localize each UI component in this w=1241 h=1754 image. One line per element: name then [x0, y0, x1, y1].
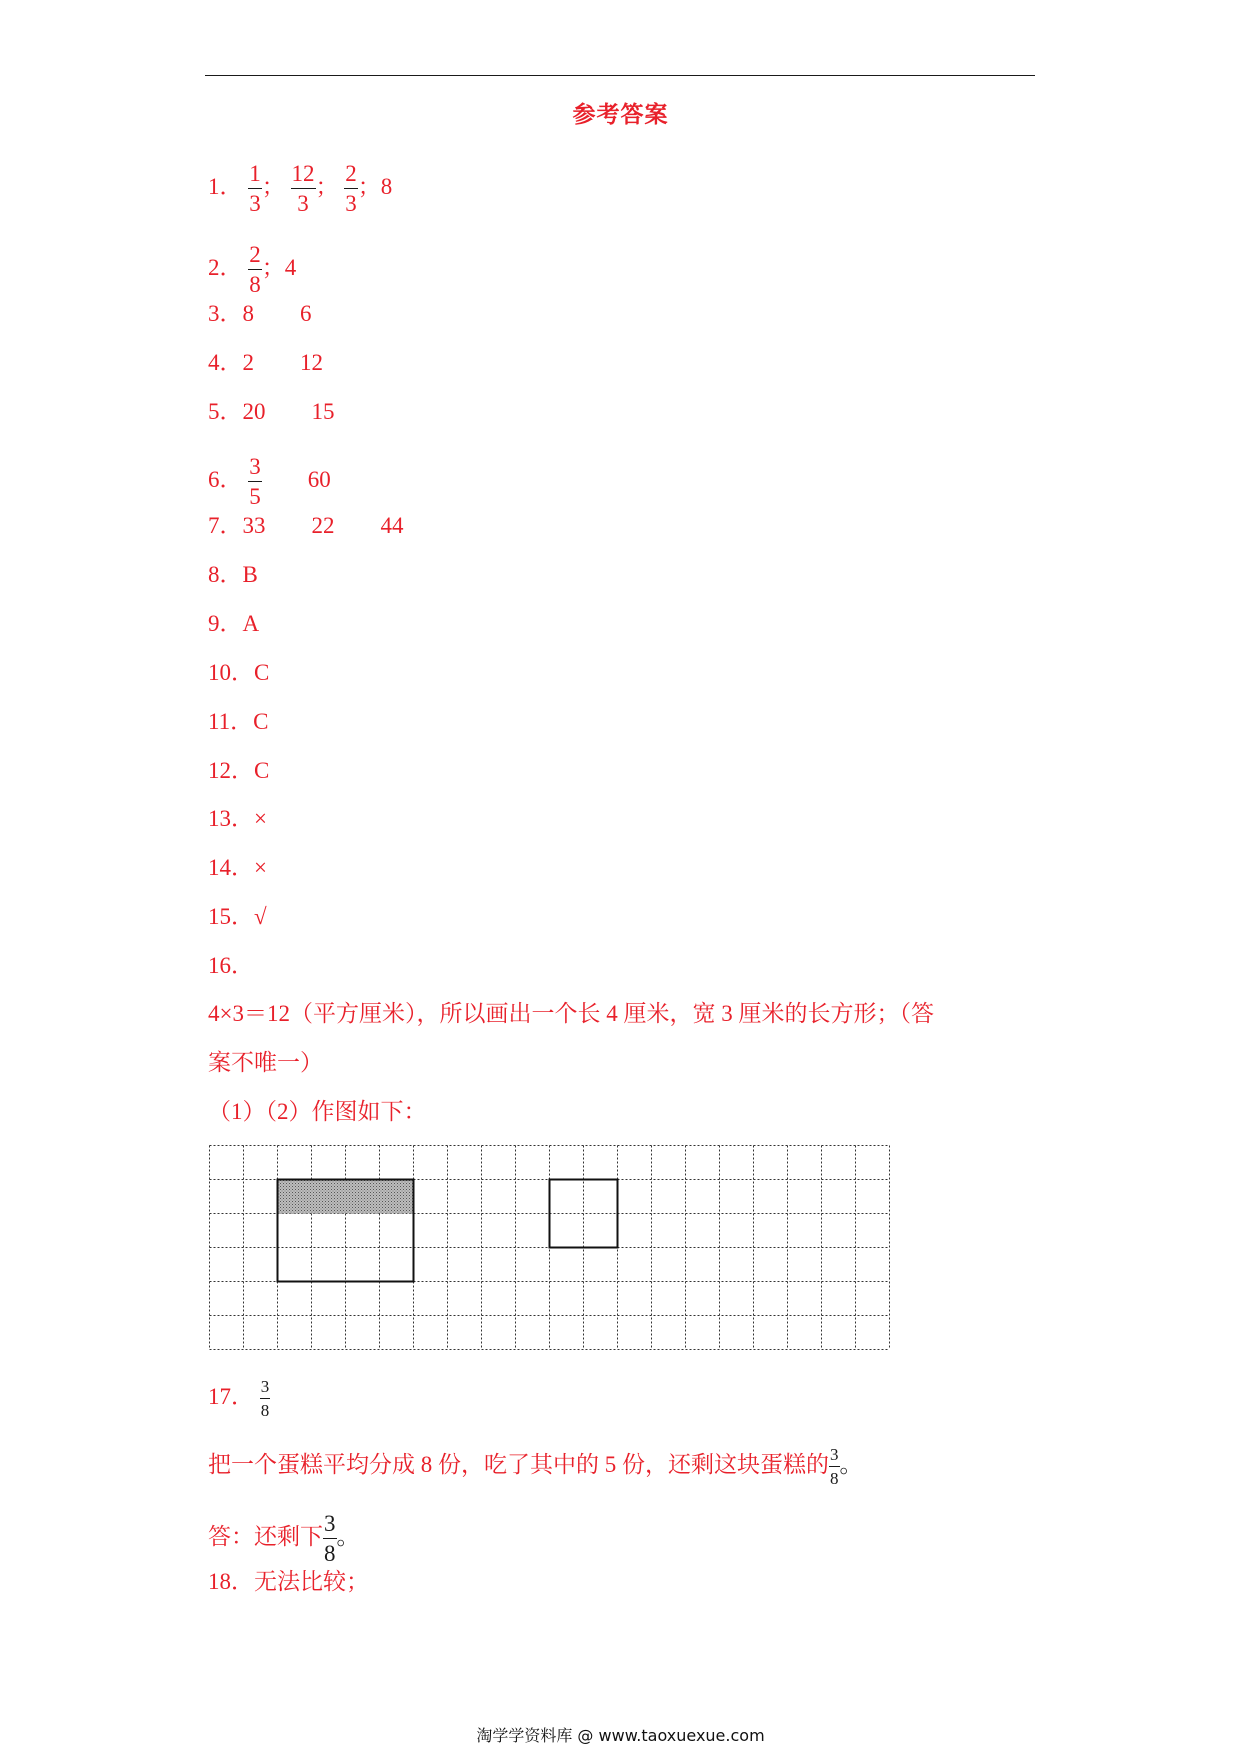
answer-number: 8． — [208, 562, 243, 587]
answer-number: 5． — [208, 399, 243, 424]
answer-6 — [208, 455, 331, 508]
answer-13 — [208, 805, 267, 833]
answer-9 — [208, 610, 259, 638]
answer-text: C — [253, 709, 269, 734]
fraction — [291, 162, 316, 215]
grid-svg — [208, 1144, 891, 1352]
answer-17 — [208, 1378, 270, 1419]
answer-12 — [208, 757, 269, 785]
answer-text: × — [254, 806, 267, 831]
answer-number: 3． — [208, 301, 243, 326]
answer-text: ； — [315, 173, 339, 199]
answer-number: 9． — [208, 611, 243, 636]
fraction-denominator: 3 — [297, 191, 309, 216]
q16-explain-line-2: 案不唯一） — [208, 1050, 323, 1075]
answer-text: A — [242, 611, 260, 636]
answer-text: 8 6 — [242, 301, 312, 326]
header-rule — [205, 75, 1035, 76]
explanation-text: 。 — [839, 1451, 863, 1477]
answer-number: 15． — [208, 904, 254, 929]
answer-number: 4． — [208, 350, 243, 375]
answer-number: 14． — [208, 855, 254, 880]
answer-number: 17． — [208, 1383, 254, 1409]
fraction-denominator: 3 — [345, 191, 357, 216]
fraction-numerator: 12 — [291, 162, 316, 189]
q17-explanation — [208, 1446, 863, 1487]
answer-number: 1． — [208, 173, 243, 199]
answer-text: 20 15 — [242, 399, 335, 424]
explanation-text: 把一个蛋糕平均分成 8 份，吃了其中的 5 份，还剩这块蛋糕的 — [208, 1451, 829, 1477]
page-title: 参考答案 — [572, 102, 669, 127]
answer-number: 13． — [208, 806, 254, 831]
fraction — [344, 162, 358, 215]
answer-number: 7． — [208, 513, 243, 538]
fraction-numerator: 3 — [260, 1378, 271, 1399]
answer-2 — [208, 243, 296, 296]
fraction-numerator: 3 — [323, 1512, 337, 1539]
answer-text: C — [254, 660, 270, 685]
answer-number: 2． — [208, 254, 243, 280]
fraction — [248, 162, 262, 215]
fraction-denominator: 8 — [324, 1541, 336, 1566]
fraction-denominator: 5 — [249, 484, 261, 509]
answer-3 — [208, 300, 312, 328]
q16-explain-line-1: 4×3＝12（平方厘米），所以画出一个长 4 厘米，宽 3 厘米的长方形；（答 — [208, 1001, 934, 1026]
drawing-grid — [208, 1144, 891, 1357]
answer-text: ；4 — [261, 254, 297, 280]
answer-8 — [208, 561, 258, 589]
answer-number: 11． — [208, 709, 254, 734]
answer-number: 10． — [208, 660, 254, 685]
answer-11 — [208, 708, 269, 736]
fraction-denominator: 3 — [249, 191, 261, 216]
footer-watermark: 淘学学资料库 @ www.taoxuexue.com — [476, 1726, 765, 1745]
fraction — [248, 243, 262, 296]
answer-text: C — [254, 758, 270, 783]
fraction — [248, 455, 262, 508]
answer-number: 12． — [208, 758, 254, 783]
fraction-denominator: 8 — [260, 1401, 270, 1420]
q16-draw-caption: （1）（2）作图如下： — [208, 1099, 427, 1124]
answer-text: 60 — [261, 466, 331, 492]
reply-text: 。 — [336, 1523, 360, 1549]
answer-18 — [208, 1568, 369, 1596]
answer-5 — [208, 398, 335, 426]
fraction-numerator: 3 — [248, 455, 262, 482]
fraction-numerator: 3 — [829, 1446, 840, 1467]
answer-text: 33 22 44 — [242, 513, 404, 538]
answer-text: ； — [261, 173, 285, 199]
q17-reply — [208, 1512, 360, 1565]
fraction-numerator: 2 — [248, 243, 262, 270]
answer-text: √ — [254, 904, 267, 929]
fraction — [323, 1512, 337, 1565]
shaded-rectangle — [278, 1180, 414, 1214]
reply-text: 答：还剩下 — [208, 1523, 323, 1549]
answer-1 — [208, 162, 392, 215]
answer-text: ；8 — [357, 173, 393, 199]
answer-number: 16． — [208, 953, 254, 978]
answer-number: 18． — [208, 1569, 254, 1594]
fraction-numerator: 1 — [248, 162, 262, 189]
answer-7 — [208, 512, 404, 540]
answer-16 — [208, 952, 254, 980]
fraction-denominator: 8 — [249, 272, 261, 297]
answer-10 — [208, 659, 269, 687]
fraction — [829, 1446, 840, 1487]
fraction-denominator: 8 — [830, 1469, 839, 1488]
answer-text: 无法比较； — [254, 1569, 369, 1594]
fraction — [260, 1378, 271, 1419]
answer-4 — [208, 349, 323, 377]
fraction-numerator: 2 — [344, 162, 358, 189]
answer-14 — [208, 854, 267, 882]
answer-text: 2 12 — [242, 350, 323, 375]
answer-text: × — [254, 855, 267, 880]
answer-text: B — [242, 562, 258, 587]
answer-number: 6． — [208, 466, 243, 492]
answer-15 — [208, 903, 267, 931]
